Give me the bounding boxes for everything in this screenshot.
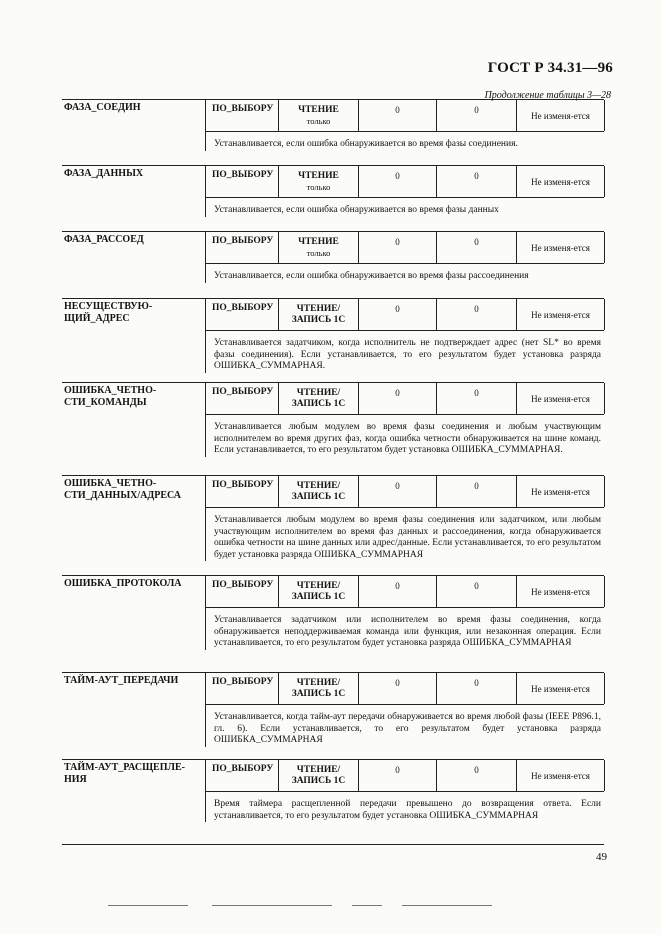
row-cells <box>205 166 604 198</box>
reset-value-cell: 0 <box>359 760 437 791</box>
access-label: ЧТЕНИЕ/ <box>296 764 341 775</box>
field-name: НЕСУЩЕСТВУЮ-ЩИЙ_АДРЕС <box>64 301 153 324</box>
field-description: Устанавливается, если ошибка обнаруживается во время фазы соединения. <box>205 132 604 151</box>
reset-note-cell: Не изменя-ется <box>517 673 605 704</box>
row-cells <box>205 576 604 608</box>
reset-value-cell: 0 <box>359 232 437 263</box>
access-sub-label: ЗАПИСЬ 1С <box>291 591 346 602</box>
register-bits-table <box>62 99 604 845</box>
row-cells <box>205 760 604 792</box>
table-row <box>62 760 604 845</box>
table-row <box>62 100 604 166</box>
footer-rule <box>402 905 492 906</box>
field-name: ТАЙМ-АУТ_ПЕРЕДАЧИ <box>64 675 179 686</box>
access-sub-label: только <box>306 115 331 126</box>
implementation-cell: ПО_ВЫБОРУ <box>206 166 279 197</box>
access-label: ЧТЕНИЕ <box>298 236 339 247</box>
access-sub-label: только <box>306 247 331 258</box>
row-cells <box>205 383 604 415</box>
initial-value-cell: 0 <box>437 476 517 507</box>
access-cell <box>279 166 359 197</box>
access-cell <box>279 760 359 791</box>
footer-rule <box>212 905 332 906</box>
field-description: Устанавливается задатчиком, когда исполнитель не подтверждает адрес (нет SL* во время фазы соединения). Если устанавливается, то его результатом будет установка разряда ОШИБКА_СУММАРНАЯ. <box>205 331 604 373</box>
reset-note-cell: Не изменя-ется <box>517 100 605 131</box>
reset-value-cell: 0 <box>359 576 437 607</box>
access-cell <box>279 576 359 607</box>
reset-value-cell: 0 <box>359 100 437 131</box>
initial-value-cell: 0 <box>437 383 517 414</box>
reset-value-cell: 0 <box>359 673 437 704</box>
access-label: ЧТЕНИЕ/ <box>296 580 341 591</box>
reset-note-cell: Не изменя-ется <box>517 299 605 330</box>
reset-value-cell: 0 <box>359 299 437 330</box>
implementation-cell: ПО_ВЫБОРУ <box>206 476 279 507</box>
footer-rule <box>108 905 188 906</box>
field-name: ФАЗА_ДАННЫХ <box>64 168 144 179</box>
initial-value-cell: 0 <box>437 100 517 131</box>
field-name: ТАЙМ-АУТ_РАСЩЕПЛЕ-НИЯ <box>64 762 185 785</box>
implementation-cell: ПО_ВЫБОРУ <box>206 299 279 330</box>
row-cells <box>205 232 604 264</box>
access-label: ЧТЕНИЕ/ <box>296 677 341 688</box>
access-label: ЧТЕНИЕ <box>298 170 339 181</box>
access-sub-label: ЗАПИСЬ 1С <box>291 491 346 502</box>
implementation-cell: ПО_ВЫБОРУ <box>206 100 279 131</box>
access-cell <box>279 383 359 414</box>
field-name: ФАЗА_СОЕДИН <box>64 102 141 113</box>
row-cells <box>205 100 604 132</box>
table-continuation-label: Продолжение таблицы 3—28 <box>484 90 611 101</box>
initial-value-cell: 0 <box>437 299 517 330</box>
access-sub-label: ЗАПИСЬ 1С <box>291 314 346 325</box>
field-description: Время таймера расщепленной передачи превышено до возвращения ответа. Если устанавливается, то его результатом будет установка ОШИБКА_СУММАРНАЯ <box>205 792 604 822</box>
access-label: ЧТЕНИЕ/ <box>296 480 341 491</box>
initial-value-cell: 0 <box>437 673 517 704</box>
access-cell <box>279 476 359 507</box>
row-cells <box>205 476 604 508</box>
access-label: ЧТЕНИЕ <box>298 104 339 115</box>
field-description: Устанавливается, если ошибка обнаруживается во время фазы данных <box>205 198 604 217</box>
table-row <box>62 299 604 383</box>
field-name: ОШИБКА_ПРОТОКОЛА <box>64 578 182 589</box>
page-number: 49 <box>596 851 607 863</box>
access-cell <box>279 299 359 330</box>
table-row <box>62 476 604 576</box>
initial-value-cell: 0 <box>437 760 517 791</box>
table-row <box>62 576 604 673</box>
reset-value-cell: 0 <box>359 476 437 507</box>
field-name: ФАЗА_РАССОЕД <box>64 234 144 245</box>
field-name: ОШИБКА_ЧЕТНО-СТИ_КОМАНДЫ <box>64 385 157 408</box>
field-description: Устанавливается, если ошибка обнаруживается во время фазы рассоединения <box>205 264 604 283</box>
reset-note-cell: Не изменя-ется <box>517 166 605 197</box>
access-sub-label: ЗАПИСЬ 1С <box>291 688 346 699</box>
access-label: ЧТЕНИЕ/ <box>296 387 341 398</box>
reset-note-cell: Не изменя-ется <box>517 383 605 414</box>
initial-value-cell: 0 <box>437 166 517 197</box>
row-cells <box>205 673 604 705</box>
field-description: Устанавливается любым модулем во время фазы соединения или задатчиком, или любым участвующим исполнителем во время фаз данных и рассоединения, когда обнаруживается ошибка четности на шине данных или адрес/данные. Если устанавливается, то его результатом будет установка разряда ОШИБКА_СУММАРНАЯ <box>205 508 604 561</box>
reset-note-cell: Не изменя-ется <box>517 760 605 791</box>
reset-note-cell: Не изменя-ется <box>517 232 605 263</box>
access-label: ЧТЕНИЕ/ <box>296 303 341 314</box>
table-row <box>62 166 604 232</box>
initial-value-cell: 0 <box>437 232 517 263</box>
access-sub-label: только <box>306 181 331 192</box>
field-description: Устанавливается задатчиком или исполнителем во время фазы соединения, когда обнаруживается неподдерживаемая команда или функция, или незаконная операция. Если устанавливается, то его результатом будет установка разряда ОШИБКА_СУММАРНАЯ <box>205 608 604 650</box>
reset-note-cell: Не изменя-ется <box>517 476 605 507</box>
reset-note-cell: Не изменя-ется <box>517 576 605 607</box>
access-cell <box>279 100 359 131</box>
reset-value-cell: 0 <box>359 166 437 197</box>
field-description: Устанавливается, когда тайм-аут передачи обнаруживается во время любой фазы (IEEE P896.1, гл. 6). Если устанавливается, то его результатом будет установка разряда ОШИБКА_СУММАРНАЯ <box>205 705 604 747</box>
initial-value-cell: 0 <box>437 576 517 607</box>
table-row <box>62 383 604 476</box>
table-row <box>62 232 604 299</box>
field-name: ОШИБКА_ЧЕТНО-СТИ_ДАННЫХ/АДРЕСА <box>64 478 181 501</box>
implementation-cell: ПО_ВЫБОРУ <box>206 383 279 414</box>
access-cell <box>279 673 359 704</box>
footer-rule <box>352 905 382 906</box>
reset-value-cell: 0 <box>359 383 437 414</box>
row-cells <box>205 299 604 331</box>
implementation-cell: ПО_ВЫБОРУ <box>206 232 279 263</box>
access-sub-label: ЗАПИСЬ 1С <box>291 775 346 786</box>
table-row <box>62 673 604 760</box>
document-code: ГОСТ Р 34.31—96 <box>487 60 613 76</box>
field-description: Устанавливается любым модулем во время фазы соединения и любым участвующим исполнителем во время других фаз, когда ошибка четности обнаруживается на шине команд. Если устанавливается, то его результатом будет установка ОШИБКА_СУММАРНАЯ. <box>205 415 604 457</box>
implementation-cell: ПО_ВЫБОРУ <box>206 576 279 607</box>
access-sub-label: ЗАПИСЬ 1С <box>291 398 346 409</box>
access-cell <box>279 232 359 263</box>
implementation-cell: ПО_ВЫБОРУ <box>206 673 279 704</box>
implementation-cell: ПО_ВЫБОРУ <box>206 760 279 791</box>
